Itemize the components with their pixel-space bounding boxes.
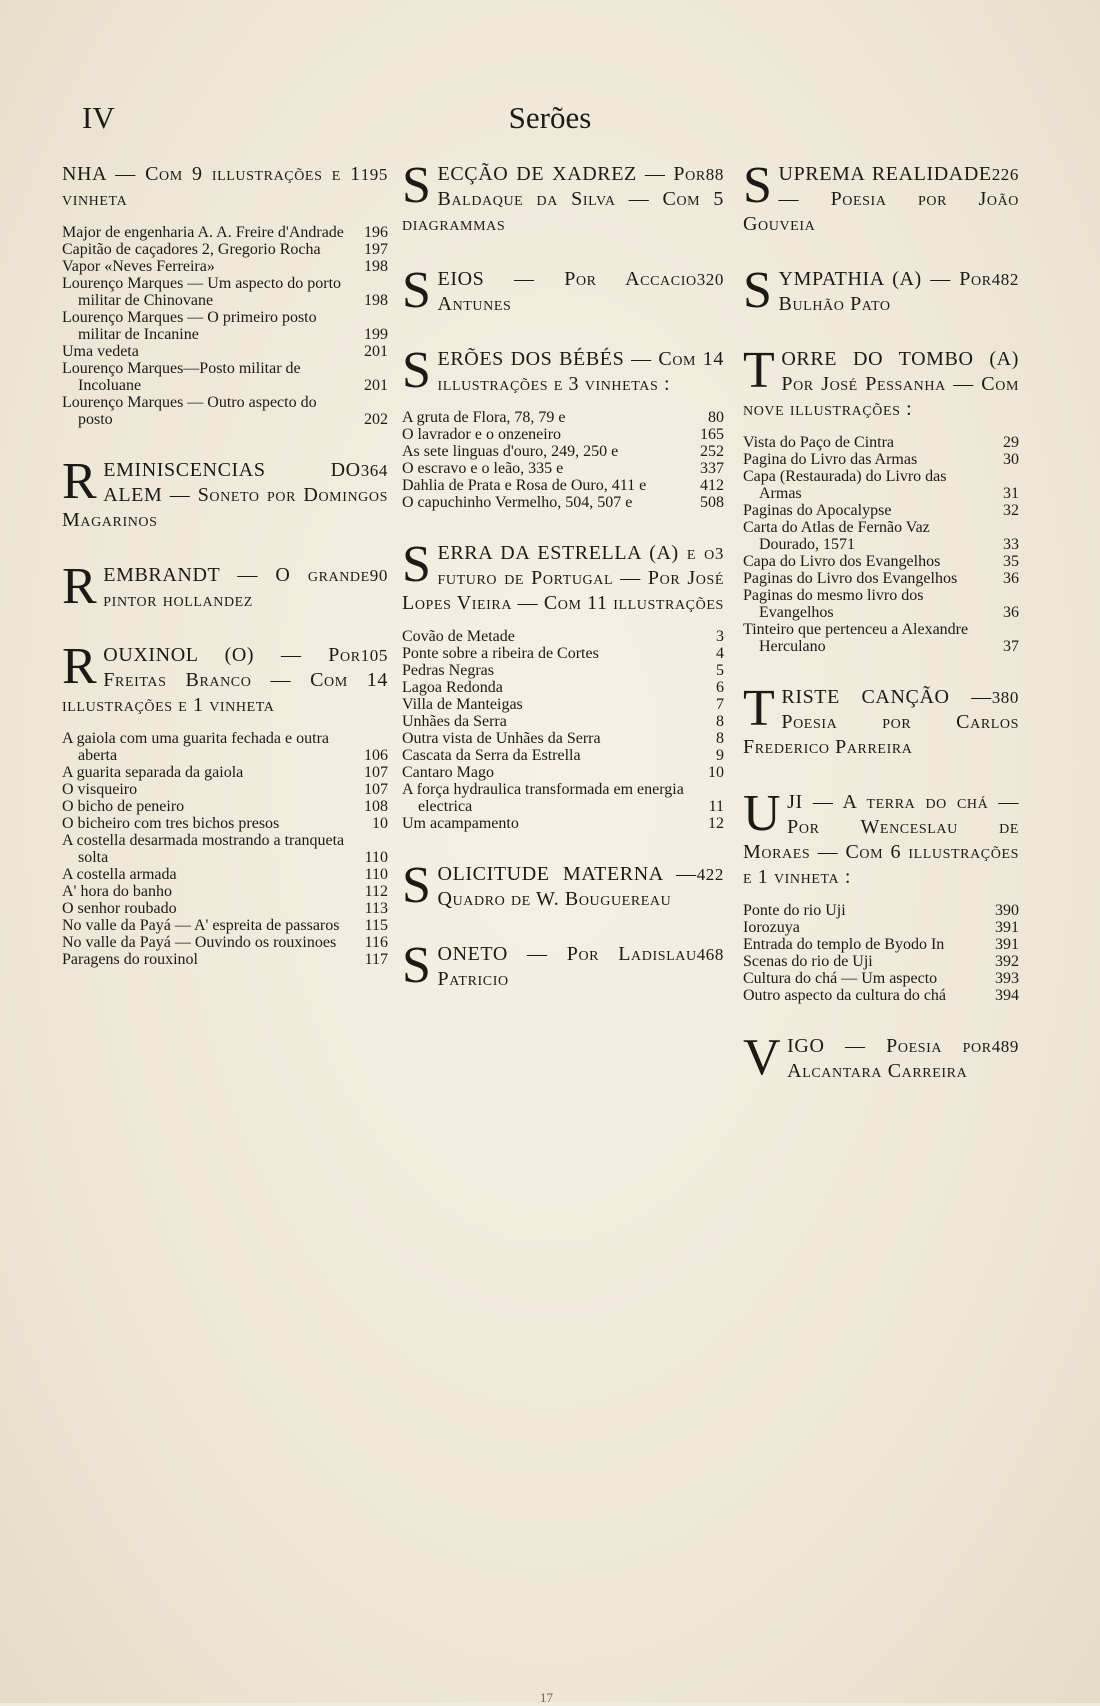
section-title: ECÇÃO DE XADREZ — Por Baldaque da Silva — Com 5 diagrammas	[402, 163, 724, 235]
entry-title: Villa de Manteigas	[402, 696, 523, 713]
section-title: UPREMA REALIDADE — Poesia por João Gouveia	[743, 163, 1019, 235]
index-entry-section	[402, 536, 724, 832]
entry-title: A gaiola com uma guarita fechada e outra aberta	[62, 730, 329, 764]
drop-cap: S	[402, 857, 432, 914]
list-item	[62, 224, 388, 241]
index-entry-section	[62, 638, 388, 968]
entry-title: As sete linguas d'ouro, 249, 250 e	[402, 443, 619, 460]
list-item	[743, 553, 1019, 570]
section-title: YMPATHIA (A) — Por Bulhão Pato	[778, 268, 992, 315]
entry-page-number: 116	[364, 934, 388, 951]
list-item	[743, 434, 1019, 451]
section-heading	[402, 157, 724, 237]
list-item	[402, 730, 724, 747]
entry-page-number: 165	[700, 426, 724, 443]
entry-page-number: 113	[364, 900, 388, 917]
entry-title: Paginas do mesmo livro dos Evangelhos	[743, 587, 924, 621]
drop-cap: S	[402, 342, 432, 399]
entry-title: Cultura do chá — Um aspecto	[743, 970, 938, 987]
drop-cap: R	[62, 453, 98, 510]
section-page-number: 195	[360, 165, 388, 184]
list-item	[743, 936, 1019, 953]
list-item	[743, 587, 1019, 621]
entry-page-number: 391	[995, 936, 1019, 953]
section-title: ONETO — Por Ladislau Patricio	[437, 943, 697, 990]
list-item	[743, 953, 1019, 970]
entry-title: Pagina do Livro das Armas	[743, 451, 918, 468]
list-item	[62, 309, 388, 343]
section-heading	[62, 453, 388, 533]
section-page-number: 489	[991, 1037, 1019, 1056]
index-entry-section	[62, 558, 388, 615]
list-item	[402, 409, 724, 426]
list-item	[62, 866, 388, 883]
entry-page-number: 112	[364, 883, 388, 900]
entry-page-number: 35	[1003, 553, 1019, 570]
entry-page-number: 80	[708, 409, 724, 426]
section-page-number: 364	[360, 461, 388, 480]
section-page-number: 422	[696, 865, 724, 884]
entry-list	[62, 730, 388, 968]
section-title: IGO — Poesia por Alcantara Carreira	[787, 1035, 992, 1082]
column-1	[62, 162, 388, 998]
index-entry-section	[402, 937, 724, 994]
entry-title: Paragens do rouxinol	[62, 951, 198, 968]
index-entry-section	[743, 785, 1019, 1004]
entry-title: Entrada do templo de Byodo In	[743, 936, 945, 953]
entry-title: Tinteiro que pertenceu a Alexandre Herculano	[743, 621, 969, 655]
entry-title: Dahlia de Prata e Rosa de Ouro, 411 e	[402, 477, 647, 494]
list-item	[743, 502, 1019, 519]
entry-title: Capa do Livro dos Evangelhos	[743, 553, 941, 570]
entry-title: Cascata da Serra da Estrella	[402, 747, 581, 764]
index-entry-section	[743, 680, 1019, 760]
entry-title: No valle da Payá — Ouvindo os rouxinoes	[62, 934, 337, 951]
list-item	[62, 258, 388, 275]
drop-cap: T	[743, 680, 776, 737]
drop-cap: S	[402, 536, 432, 593]
drop-cap: S	[402, 262, 432, 319]
section-heading	[743, 262, 1019, 319]
entry-page-number: 115	[364, 917, 388, 934]
section-title: ORRE DO TOMBO (A) Por José Pessanha — Com nove illustrações :	[743, 348, 1019, 420]
entry-title: A gruta de Flora, 78, 79 e	[402, 409, 566, 426]
section-page-number: 468	[696, 945, 724, 964]
signature-mark: 17	[540, 1690, 553, 1705]
list-item	[743, 451, 1019, 468]
entry-title: Lourenço Marques — O primeiro posto militar de Incanine	[62, 309, 317, 343]
entry-page-number: 117	[364, 951, 388, 968]
list-item	[402, 426, 724, 443]
entry-title: Vapor «Neves Ferreira»	[62, 258, 215, 275]
section-title: OUXINOL (O) — Por Freitas Branco — Com 14 illustrações e 1 vinheta	[62, 644, 388, 716]
section-title: ERRA DA ESTRELLA (A) e o futuro de Portugal — Por José Lopes Vieira — Com 11 illustrações	[402, 542, 724, 614]
entry-page-number: 36	[1003, 604, 1019, 621]
entry-title: O senhor roubado	[62, 900, 177, 917]
entry-page-number: 4	[716, 645, 724, 662]
entry-title: O escravo e o leão, 335 e	[402, 460, 564, 477]
section-page-number: 226	[991, 165, 1019, 184]
section-heading	[743, 680, 1019, 760]
entry-list	[402, 409, 724, 511]
entry-title: Capa (Restaurada) do Livro das Armas	[743, 468, 947, 502]
entry-page-number: 202	[364, 411, 388, 428]
section-page-number: 3	[714, 544, 724, 563]
list-item	[62, 934, 388, 951]
entry-page-number: 110	[364, 866, 388, 883]
entry-title: Cantaro Mago	[402, 764, 494, 781]
drop-cap: T	[743, 342, 776, 399]
running-title: Serões	[508, 100, 592, 135]
entry-title: A força hydraulica transformada em energia electrica	[402, 781, 684, 815]
entry-page-number: 393	[995, 970, 1019, 987]
list-item	[62, 360, 388, 394]
entry-title: Outra vista de Unhães da Serra	[402, 730, 601, 747]
list-item	[743, 902, 1019, 919]
entry-page-number: 10	[372, 815, 388, 832]
section-heading	[743, 785, 1019, 890]
column-2	[402, 157, 724, 1022]
section-page-number: 320	[696, 270, 724, 289]
drop-cap: R	[62, 558, 98, 615]
list-item	[62, 241, 388, 258]
entry-page-number: 29	[1003, 434, 1019, 451]
entry-page-number: 107	[364, 781, 388, 798]
entry-title: A' hora do banho	[62, 883, 172, 900]
entry-page-number: 11	[708, 798, 724, 815]
entry-title: Paginas do Livro dos Evangelhos	[743, 570, 958, 587]
entry-page-number: 198	[364, 258, 388, 275]
entry-title: Unhães da Serra	[402, 713, 507, 730]
list-item	[402, 747, 724, 764]
entry-page-number: 33	[1003, 536, 1019, 553]
entry-title: Ponte do rio Uji	[743, 902, 846, 919]
list-item	[402, 781, 724, 815]
section-title: RISTE CANÇÃO — Poesia por Carlos Frederico Parreira	[743, 686, 1019, 758]
list-item	[402, 662, 724, 679]
list-item	[402, 764, 724, 781]
list-item	[402, 443, 724, 460]
entry-page-number: 392	[995, 953, 1019, 970]
entry-page-number: 110	[364, 849, 388, 866]
entry-list	[402, 628, 724, 832]
section-heading	[743, 157, 1019, 237]
entry-page-number: 412	[700, 477, 724, 494]
entry-page-number: 30	[1003, 451, 1019, 468]
entry-page-number: 197	[364, 241, 388, 258]
entry-title: A costella armada	[62, 866, 177, 883]
index-entry-section	[402, 342, 724, 511]
list-item	[402, 679, 724, 696]
section-heading	[402, 937, 724, 994]
drop-cap: U	[743, 785, 782, 842]
section-heading	[402, 262, 724, 319]
entry-title: Outro aspecto da cultura do chá	[743, 987, 947, 1004]
list-item	[62, 764, 388, 781]
list-item	[402, 645, 724, 662]
entry-title: Vista do Paço de Cintra	[743, 434, 895, 451]
index-entry-section	[402, 857, 724, 914]
entry-page-number: 32	[1003, 502, 1019, 519]
column-3	[743, 157, 1019, 1114]
section-title: NHA — Com 9 illustrações e 1 vinheta	[62, 163, 361, 210]
index-entry-section	[743, 342, 1019, 655]
section-heading	[402, 857, 724, 914]
entry-title: Iorozuya	[743, 919, 800, 936]
drop-cap: S	[743, 262, 773, 319]
section-page-number: 380	[991, 688, 1019, 707]
entry-page-number: 390	[995, 902, 1019, 919]
section-title: EMBRANDT — O grande pintor hollandez	[103, 564, 370, 611]
entry-title: Lagoa Redonda	[402, 679, 503, 696]
list-item	[62, 798, 388, 815]
entry-title: O bicho de peneiro	[62, 798, 185, 815]
list-item	[62, 815, 388, 832]
list-item	[402, 696, 724, 713]
index-entry-section	[743, 262, 1019, 319]
entry-title: Uma vedeta	[62, 343, 139, 360]
entry-page-number: 36	[1003, 570, 1019, 587]
list-item	[743, 987, 1019, 1004]
entry-title: Ponte sobre a ribeira de Cortes	[402, 645, 599, 662]
index-entry-section	[402, 262, 724, 319]
entry-page-number: 7	[716, 696, 724, 713]
list-item	[62, 917, 388, 934]
list-item	[62, 832, 388, 866]
section-heading	[62, 638, 388, 718]
index-entry-section	[62, 162, 388, 428]
entry-page-number: 508	[700, 494, 724, 511]
section-heading	[62, 162, 388, 212]
entry-page-number: 9	[716, 747, 724, 764]
entry-page-number: 337	[700, 460, 724, 477]
list-item	[402, 713, 724, 730]
entry-page-number: 199	[364, 326, 388, 343]
entry-title: O capuchinho Vermelho, 504, 507 e	[402, 494, 633, 511]
section-title: EMINISCENCIAS DO ALEM — Soneto por Domingos Magarinos	[62, 459, 388, 531]
drop-cap: S	[743, 157, 773, 214]
drop-cap: S	[402, 157, 432, 214]
list-item	[402, 494, 724, 511]
section-heading	[743, 342, 1019, 422]
entry-page-number: 201	[364, 377, 388, 394]
entry-page-number: 107	[364, 764, 388, 781]
list-item	[62, 883, 388, 900]
list-item	[62, 900, 388, 917]
entry-page-number: 198	[364, 292, 388, 309]
section-title: JI — A terra do chá — Por Wenceslau de Moraes — Com 6 illustrações e 1 vinheta :	[743, 791, 1019, 888]
entry-page-number: 394	[995, 987, 1019, 1004]
entry-page-number: 12	[708, 815, 724, 832]
entry-title: A costella desarmada mostrando a tranqueta solta	[62, 832, 345, 866]
drop-cap: V	[743, 1029, 782, 1086]
entry-page-number: 196	[364, 224, 388, 241]
entry-title: A guarita separada da gaiola	[62, 764, 244, 781]
index-entry-section	[743, 1029, 1019, 1086]
section-title: ERÕES DOS BÉBÉS — Com 14 illustrações e 3 vinhetas :	[437, 348, 724, 395]
list-item	[62, 343, 388, 360]
list-item	[402, 815, 724, 832]
entry-page-number: 10	[708, 764, 724, 781]
entry-page-number: 3	[716, 628, 724, 645]
entry-page-number: 108	[364, 798, 388, 815]
entry-list	[743, 902, 1019, 1004]
section-heading	[62, 558, 388, 615]
list-item	[62, 781, 388, 798]
list-item	[743, 919, 1019, 936]
entry-page-number: 37	[1003, 638, 1019, 655]
list-item	[402, 477, 724, 494]
index-entry-section	[743, 157, 1019, 237]
entry-list	[743, 434, 1019, 655]
entry-list	[62, 224, 388, 428]
entry-title: No valle da Payá — A' espreita de passaros	[62, 917, 340, 934]
section-heading	[402, 342, 724, 399]
section-title: EIOS — Por Accacio Antunes	[437, 268, 697, 315]
entry-title: Um acampamento	[402, 815, 519, 832]
entry-title: Major de engenharia A. A. Freire d'Andrade	[62, 224, 344, 241]
entry-page-number: 252	[700, 443, 724, 460]
entry-title: O bicheiro com tres bichos presos	[62, 815, 280, 832]
section-heading	[743, 1029, 1019, 1086]
entry-title: O visqueiro	[62, 781, 138, 798]
section-page-number: 88	[705, 165, 724, 184]
entry-title: Carta do Atlas de Fernão Vaz Dourado, 1571	[743, 519, 930, 553]
list-item	[62, 275, 388, 309]
entry-page-number: 6	[716, 679, 724, 696]
drop-cap: S	[402, 937, 432, 994]
index-entry-section	[62, 453, 388, 533]
entry-page-number: 391	[995, 919, 1019, 936]
index-entry-section	[402, 157, 724, 237]
drop-cap: R	[62, 638, 98, 695]
list-item	[743, 570, 1019, 587]
entry-page-number: 5	[716, 662, 724, 679]
entry-title: Capitão de caçadores 2, Gregorio Rocha	[62, 241, 321, 258]
entry-title: Lourenço Marques—Posto militar de Incoluane	[62, 360, 301, 394]
list-item	[62, 394, 388, 428]
section-page-number: 482	[991, 270, 1019, 289]
entry-title: Covão de Metade	[402, 628, 515, 645]
entry-title: O lavrador e o onzeneiro	[402, 426, 562, 443]
list-item	[402, 628, 724, 645]
section-heading	[402, 536, 724, 616]
section-title: OLICITUDE MATERNA — Quadro de W. Bouguereau	[437, 863, 697, 910]
entry-page-number: 31	[1003, 485, 1019, 502]
entry-title: Lourenço Marques — Outro aspecto do posto	[62, 394, 317, 428]
entry-title: Lourenço Marques — Um aspecto do porto militar de Chinovane	[62, 275, 342, 309]
list-item	[743, 519, 1019, 553]
entry-title: Scenas do rio de Uji	[743, 953, 873, 970]
entry-page-number: 8	[716, 730, 724, 747]
list-item	[743, 621, 1019, 655]
list-item	[62, 730, 388, 764]
section-page-number: 90	[369, 566, 388, 585]
list-item	[62, 951, 388, 968]
list-item	[743, 970, 1019, 987]
page-folio: IV	[82, 100, 115, 135]
section-page-number: 105	[360, 646, 388, 665]
entry-page-number: 8	[716, 713, 724, 730]
entry-page-number: 201	[364, 343, 388, 360]
list-item	[402, 460, 724, 477]
list-item	[743, 468, 1019, 502]
entry-title: Paginas do Apocalypse	[743, 502, 892, 519]
entry-title: Pedras Negras	[402, 662, 494, 679]
entry-page-number: 106	[364, 747, 388, 764]
